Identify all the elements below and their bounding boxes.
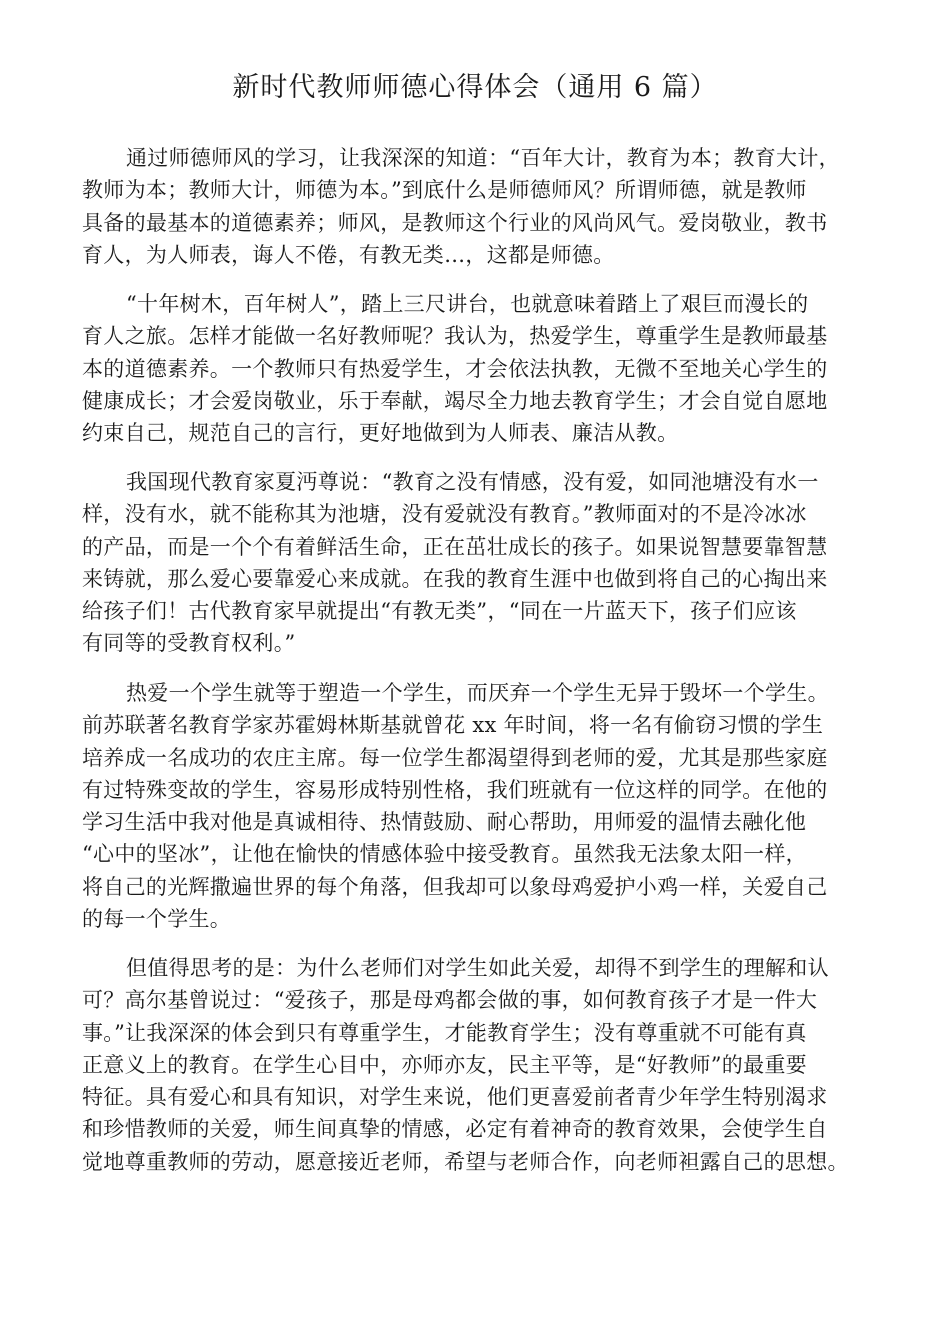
paragraph-4 [82,677,829,935]
paragraph-line: 培养成一名成功的农庄主席。每一位学生都渴望得到老师的爱，尤其是那些家庭 [82,745,828,770]
paragraph-line: 的产品，而是一个个有着鲜活生命，正在茁壮成长的孩子。如果说智慧要靠智慧 [82,534,828,559]
paragraph-line: 育人，为人师表，诲人不倦，有教无类…，这都是师德。 [82,242,615,267]
paragraph-line: 特征。具有爱心和具有知识，对学生来说，他们更喜爱前者青少年学生特别渴求 [82,1085,828,1110]
paragraph-line: 具备的最基本的道德素养；师风，是教师这个行业的风尚风气。爱岗敬业，教书 [82,210,828,235]
paragraph-line: 本的道德素养。一个教师只有热爱学生，才会依法执教，无微不至地关心学生的 [82,356,828,381]
paragraph-line: 将自己的光辉撒遍世界的每个角落，但我却可以象母鸡爱护小鸡一样，关爱自己 [82,874,828,899]
paragraph-line: 的每一个学生。 [82,907,232,932]
paragraph-line: 觉地尊重教师的劳动，愿意接近老师，希望与老师合作，向老师袒露自己的思想。 [82,1149,849,1174]
paragraph-line: 来铸就，那么爱心要靠爱心来成就。在我的教育生涯中也做到将自己的心掏出来 [82,566,828,591]
paragraph-line: 和珍惜教师的关爱，师生间真挚的情感，必定有着神奇的教育效果，会使学生自 [82,1117,828,1142]
paragraph-line: 育人之旅。怎样才能做一名好教师呢？我认为，热爱学生，尊重学生是教师最基 [82,324,828,349]
paragraph-line: 健康成长；才会爱岗敬业，乐于奉献，竭尽全力地去教育学生；才会自觉自愿地 [82,388,828,413]
paragraph-line: 学习生活中我对他是真诚相待、热情鼓励、耐心帮助，用师爱的温情去融化他 [82,810,807,835]
paragraph-line: 教师为本；教师大计，师德为本。”到底什么是师德师风？所谓师德，就是教师 [82,178,807,203]
document-title: 新时代教师师德心得体会（通用 6 篇） [232,72,718,103]
paragraph-line: 事。”让我深深的体会到只有尊重学生，才能教育学生；没有尊重就不可能有真 [82,1020,807,1045]
paragraph-3 [82,466,828,660]
paragraph-line: 前苏联著名教育学家苏霍姆林斯基就曾花 xx 年时间，将一名有偷窃习惯的学生 [82,713,824,738]
paragraph-5 [82,952,849,1178]
paragraph-line: 给孩子们！古代教育家早就提出“有教无类”，“同在一片蓝天下，孩子们应该 [82,599,797,624]
paragraph-line: 热爱一个学生就等于塑造一个学生，而厌弃一个学生无异于毁坏一个学生。 [126,681,829,705]
paragraph-line: 有同等的受教育权利。” [82,631,296,656]
paragraph-1 [82,142,840,271]
paragraph-line: 正意义上的教育。在学生心目中，亦师亦友，民主平等，是“好教师”的最重要 [82,1052,807,1077]
paragraph-line: 通过师德师风的学习，让我深深的知道：“百年大计，教育为本；教育大计， [126,146,840,170]
paragraph-line: 可？高尔基曾说过：“爱孩子，那是母鸡都会做的事，如何教育孩子才是一件大 [82,988,818,1013]
paragraph-line: 我国现代教育家夏沔尊说：“教育之没有情感，没有爱，如同池塘没有水一 [126,470,819,494]
paragraph-line: 样，没有水，就不能称其为池塘，没有爱就没有教育。”教师面对的不是冷冰冰 [82,502,807,527]
paragraph-line: 有过特殊变故的学生，容易形成特别性格，我们班就有一位这样的同学。在他的 [82,777,828,802]
paragraph-line: “心中的坚冰”，让他在愉快的情感体验中接受教育。虽然我无法象太阳一样， [82,842,807,867]
paragraph-2 [82,288,828,449]
paragraph-line: 约束自己，规范自己的言行，更好地做到为人师表、廉洁从教。 [82,421,679,446]
paragraph-line: “十年树木，百年树人”，踏上三尺讲台，也就意味着踏上了艰巨而漫长的 [126,292,809,316]
paragraph-line: 但值得思考的是：为什么老师们对学生如此关爱，却得不到学生的理解和认 [126,956,829,980]
